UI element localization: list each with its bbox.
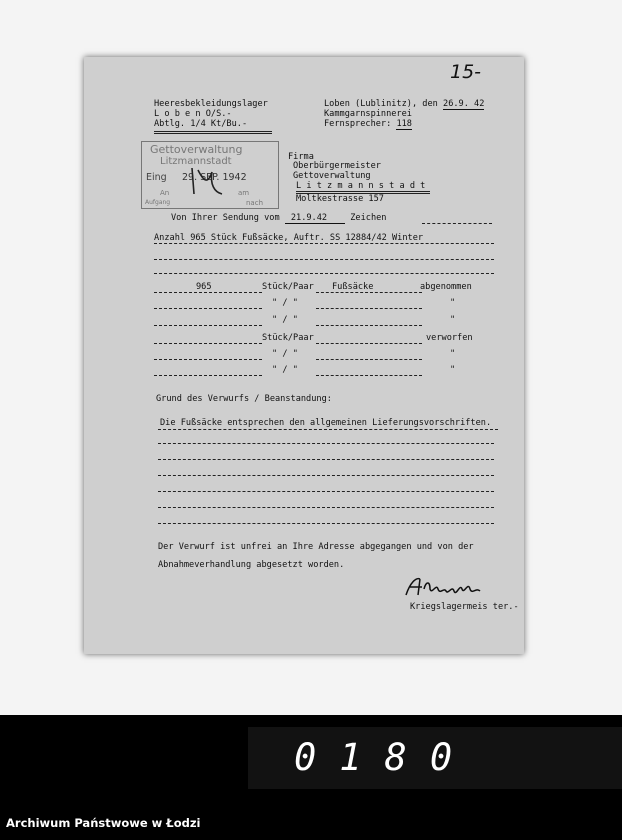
closing-line-1: Der Verwurf ist unfrei an Ihre Adresse abgegangen und von der [158, 542, 474, 552]
accepted-ditto-right-1: " [450, 298, 456, 308]
stamp-eing-label: Eing [146, 172, 167, 183]
archive-label: Archiwum Państwowe w Łodzi [6, 816, 201, 830]
sender-rule [154, 131, 272, 134]
stamp-initials-scribble [188, 164, 228, 198]
accepted-rule-3a [154, 325, 262, 326]
rejected-status: verworfen [426, 333, 473, 343]
accepted-ditto-1: " / " [272, 298, 298, 308]
accepted-ditto-2: " / " [272, 315, 298, 325]
reason-text: Die Fußsäcke entsprechen den allgemeinen Lieferungsvorschriften. [160, 418, 492, 428]
accepted-item: Fußsäcke [332, 282, 374, 292]
reason-rule-5 [158, 491, 494, 492]
reason-rule-4 [158, 475, 494, 476]
recipient-line-2: Gettoverwaltung [293, 171, 371, 181]
shipment-date: 21.9.42 [285, 213, 345, 224]
rejected-ditto-right-2: " [450, 365, 456, 375]
sender-line-1: Heeresbekleidungslager [154, 99, 268, 109]
reason-rule-2 [158, 443, 494, 444]
stamp-nach-label: nach [246, 199, 264, 207]
phone-line [324, 119, 412, 129]
reason-label: Grund des Verwurfs / Beanstandung: [156, 394, 332, 404]
reason-rule-3 [158, 459, 494, 460]
place-date [324, 99, 484, 109]
zeichen-label: Zeichen [350, 213, 387, 223]
rejected-ditto-2: " / " [272, 365, 298, 375]
letter-date: 26.9. 42 [443, 99, 485, 109]
rejected-rule-1b [316, 343, 422, 344]
accepted-rule-item [316, 292, 422, 293]
rejected-rule-2b [316, 359, 422, 360]
handwritten-signature [402, 575, 512, 599]
recipient-street: Moltkestrasse 157 [296, 194, 384, 204]
accepted-status: abgenommen [420, 282, 472, 292]
shipment-line [171, 213, 386, 223]
blank-rule-2 [154, 273, 494, 274]
rejected-ditto-right-1: " [450, 349, 456, 359]
accepted-unit: Stück/Paar [262, 282, 314, 292]
archive-footer [0, 805, 622, 840]
document-page [84, 57, 524, 654]
place-date-prefix: Loben (Lublinitz), den [324, 99, 438, 109]
stamp-last-label: Aufgang [145, 199, 171, 206]
accepted-rule-3b [316, 325, 422, 326]
accepted-rule-qty [154, 292, 262, 293]
frame-counter: 0180 [294, 736, 476, 779]
recipient-line-1: Oberbürgermeister [293, 161, 381, 171]
phone-label: Fernsprecher: [324, 119, 392, 129]
rejected-unit: Stück/Paar [262, 333, 314, 343]
phone-number: 118 [396, 119, 412, 129]
stamp-line-2: Litzmannstadt [160, 156, 232, 167]
blank-rule-1 [154, 259, 494, 260]
shipment-prefix: Von Ihrer Sendung vom [171, 213, 280, 223]
accepted-rule-2a [154, 308, 262, 309]
stamp-line-1: Gettoverwaltung [150, 143, 243, 156]
sender-line-2: L o b e n O/S.- [154, 109, 232, 119]
rejected-rule-2a [154, 359, 262, 360]
anzahl-line: Anzahl 965 Stück Fußsäcke, Auftr. SS 12884/42 Winter [154, 233, 424, 243]
stamp-eing-date: 29. SEP. 1942 [182, 172, 247, 183]
recipient-city: L i t z m a n n s t a d t [296, 181, 426, 191]
rejected-rule-3b [316, 375, 422, 376]
closing-line-2: Abnahmeverhandlung abgesetzt worden. [158, 560, 345, 570]
stamp-am-label: am [238, 189, 250, 197]
accepted-qty: 965 [196, 282, 212, 292]
page-number: 15- [450, 61, 482, 83]
signature-title: Kriegslagermeis ter.- [410, 602, 519, 612]
zeichen-rule [422, 223, 492, 224]
sender-line-3: Abtlg. 1/4 Kt/Bu.- [154, 119, 248, 129]
rejected-rule-1a [154, 343, 262, 344]
accepted-ditto-right-2: " [450, 315, 456, 325]
reason-rule-7 [158, 523, 494, 524]
accepted-rule-2b [316, 308, 422, 309]
rejected-rule-3a [154, 375, 262, 376]
firma-label: Firma [288, 152, 314, 162]
frame-counter-strip [248, 727, 622, 789]
receipt-stamp [141, 141, 279, 209]
company-name: Kammgarnspinnerei [324, 109, 412, 119]
rejected-ditto-1: " / " [272, 349, 298, 359]
reason-rule-1 [158, 429, 498, 430]
reason-rule-6 [158, 507, 494, 508]
anzahl-rule [154, 243, 494, 244]
stamp-an-label: An [160, 189, 170, 197]
